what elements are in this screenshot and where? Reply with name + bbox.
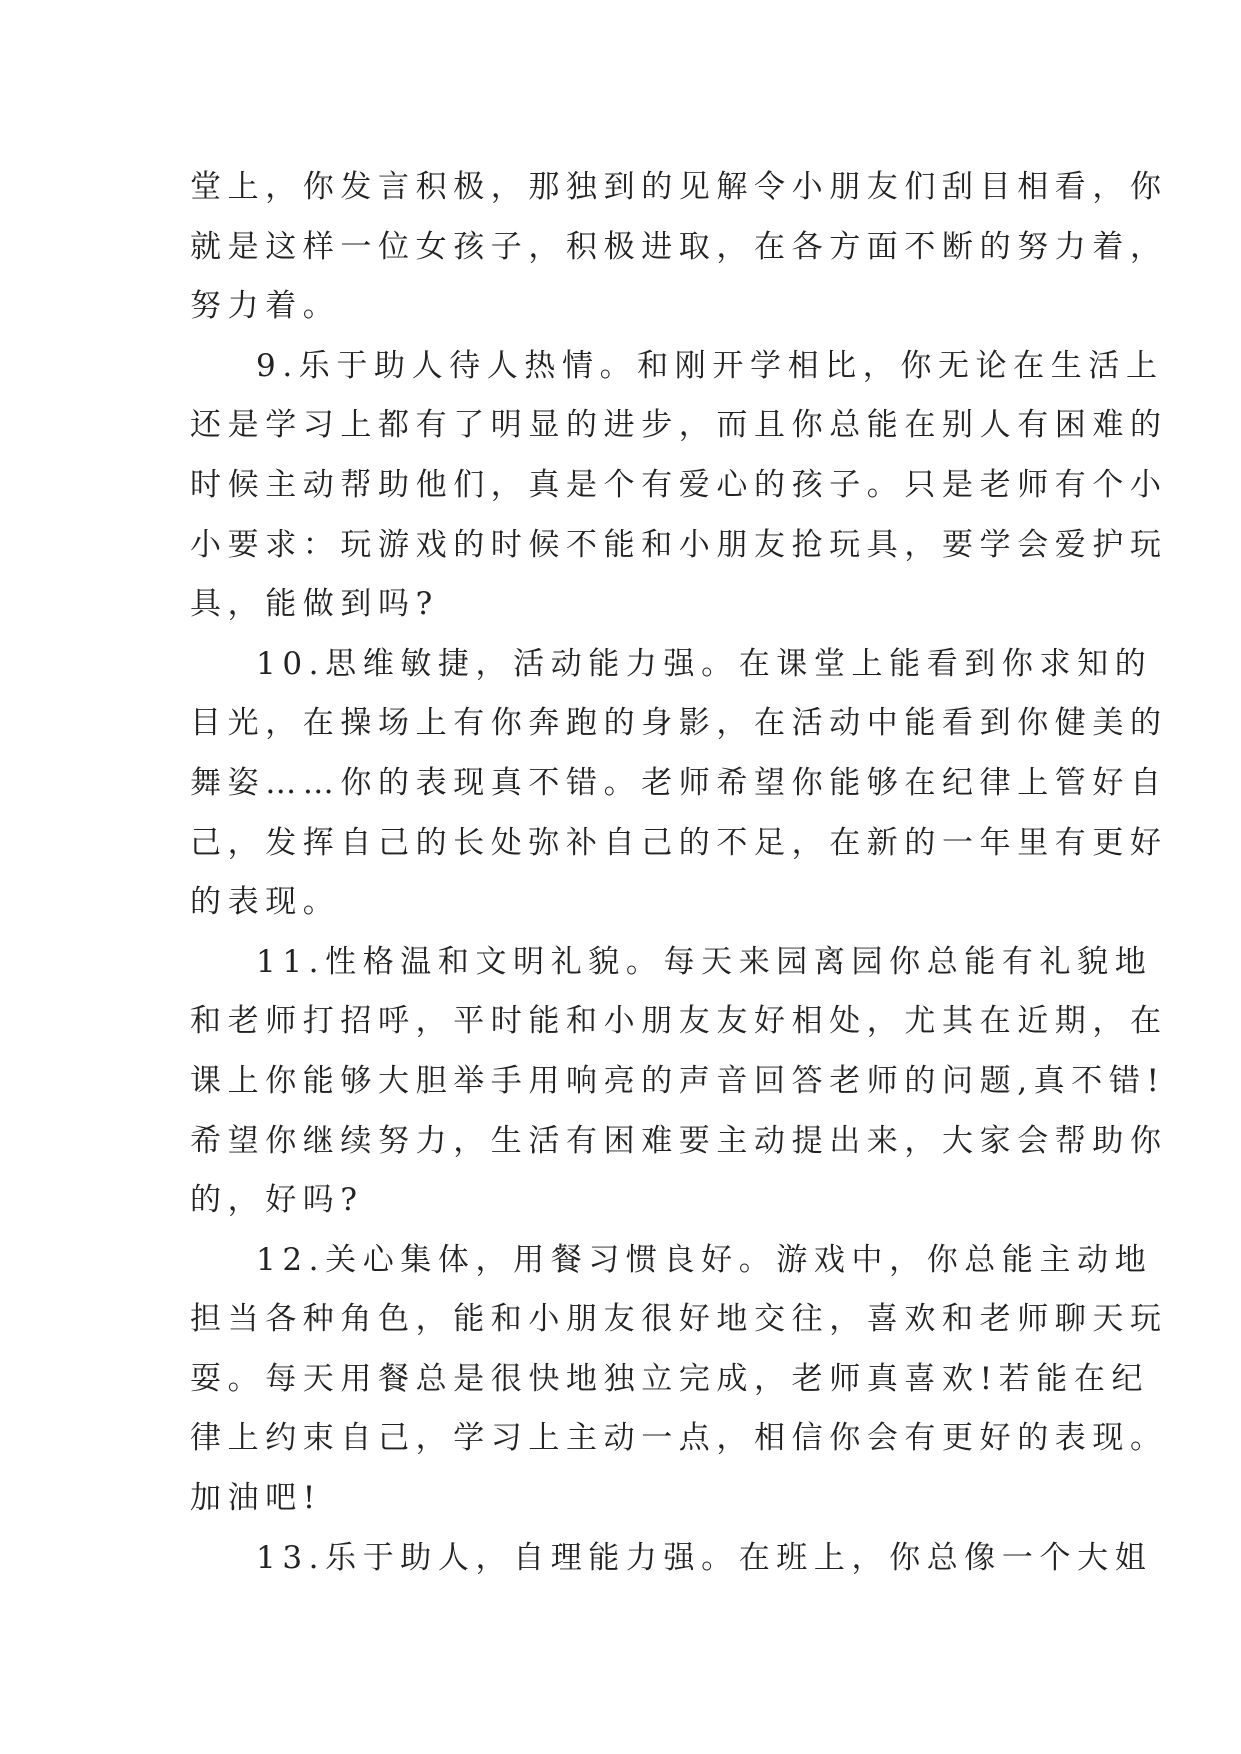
paragraph-line: 努力着。 xyxy=(190,288,341,325)
paragraph-first-line: 10.思维敏捷，活动能力强。在课堂上能看到你求知的 xyxy=(256,645,1153,682)
document-body xyxy=(190,158,1168,1588)
paragraph-line: 小要求：玩游戏的时候不能和小朋友抢玩具，要学会爱护玩 xyxy=(190,526,1168,563)
paragraph-first-line: 9.乐于助人待人热情。和刚开学相比，你无论在生活上 xyxy=(256,347,1164,384)
paragraph-first-line: 堂上，你发言积极，那独到的见解令小朋友们刮目相看，你 xyxy=(190,169,1168,205)
paragraph-line: 时候主动帮助他们，真是个有爱心的孩子。只是老师有个小 xyxy=(190,466,1168,503)
paragraph-line: 己，发挥自己的长处弥补自己的不足，在新的一年里有更好 xyxy=(190,824,1168,861)
paragraph-line: 的表现。 xyxy=(190,884,341,921)
paragraph-line: 舞姿……你的表现真不错。老师希望你能够在纪律上管好自 xyxy=(190,764,1168,801)
paragraph-first-line: 13.乐于助人，自理能力强。在班上，你总像一个大姐 xyxy=(256,1539,1153,1576)
paragraph-line: 希望你继续努力，生活有困难要主动提出来，大家会帮助你 xyxy=(190,1122,1168,1159)
paragraph-line: 还是学习上都有了明显的进步，而且你总能在别人有困难的 xyxy=(190,407,1168,444)
paragraph-line: 目光，在操场上有你奔跑的身影，在活动中能看到你健美的 xyxy=(190,705,1168,742)
paragraph-first-line: 11.性格温和文明礼貌。每天来园离园你总能有礼貌地 xyxy=(256,943,1153,980)
paragraph-line: 担当各种角色，能和小朋友很好地交往，喜欢和老师聊天玩 xyxy=(190,1301,1168,1338)
paragraph-line: 的，好吗? xyxy=(190,1182,364,1219)
paragraph-line: 律上约束自己，学习上主动一点，相信你会有更好的表现。 xyxy=(190,1420,1168,1457)
paragraph-line: 就是这样一位女孩子，积极进取，在各方面不断的努力着， xyxy=(190,228,1168,265)
paragraph-line: 和老师打招呼，平时能和小朋友友好相处，尤其在近期，在 xyxy=(190,1003,1168,1040)
paragraph-first-line: 12.关心集体，用餐习惯良好。游戏中，你总能主动地 xyxy=(256,1241,1153,1278)
paragraph-line: 具，能做到吗? xyxy=(190,586,439,623)
paragraph-line: 耍。每天用餐总是很快地独立完成，老师真喜欢!若能在纪 xyxy=(190,1360,1150,1397)
paragraph-line: 课上你能够大胆举手用响亮的声音回答老师的问题,真不错! xyxy=(190,1062,1166,1099)
paragraph-line: 加油吧! xyxy=(190,1480,322,1517)
